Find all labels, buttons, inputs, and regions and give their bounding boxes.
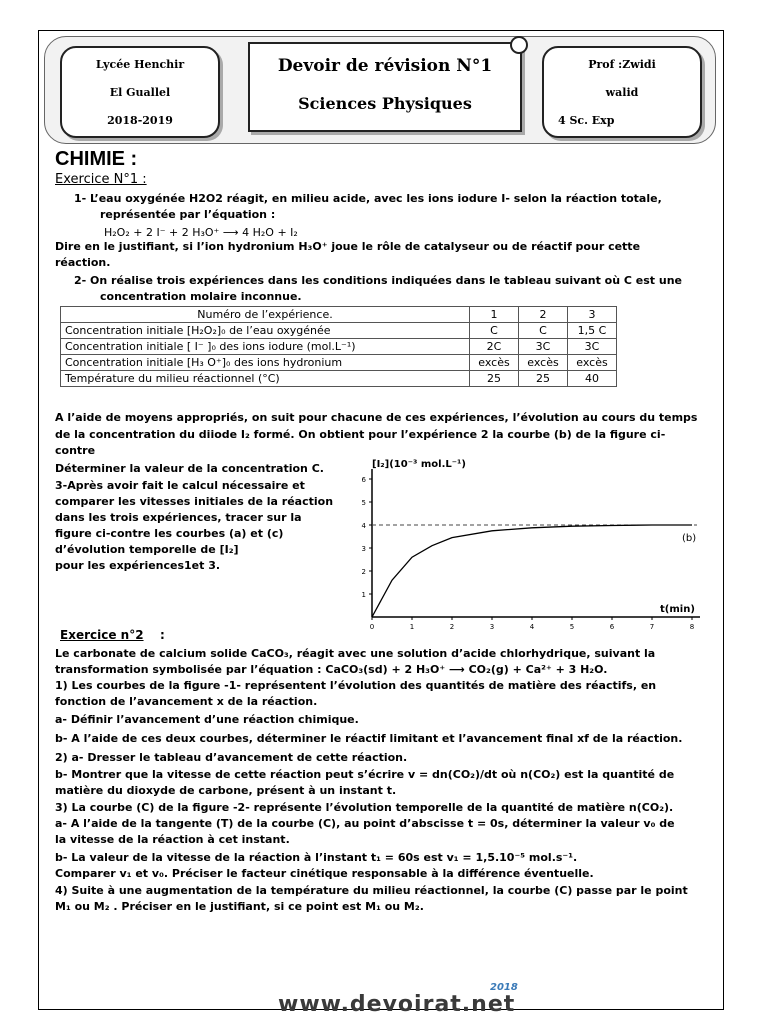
ex2-line: la vitesse de la réaction à cet instant. [55, 833, 290, 846]
ex2-line: a- A l’aide de la tangente (T) de la courbe (C), au point d’abscisse t = 0s, déterminer la valeur v₀ de [55, 817, 675, 830]
table-header-cell: Numéro de l’expérience. [61, 307, 470, 323]
x-tick-label: 0 [369, 623, 375, 631]
table-cell: excès [568, 355, 617, 371]
table-cell: excès [519, 355, 568, 371]
y-tick-label: 2 [361, 568, 366, 576]
table-cell: Température du milieu réactionnel (°C) [61, 371, 470, 387]
table-cell: 3C [568, 339, 617, 355]
series-label-b: (b) [682, 533, 697, 544]
table-cell: C [470, 323, 519, 339]
school-name: Lycée Henchir [95, 58, 185, 71]
ex2-line: fonction de l’avancement x de la réaction. [55, 695, 318, 708]
ex1-q3c: dans les trois expériences, tracer sur la [55, 511, 302, 524]
doc-title: Devoir de révision N°1 [277, 56, 493, 76]
table-cell: 2C [470, 339, 519, 355]
ex1-q1d: réaction. [55, 256, 111, 269]
table-header-cell: 3 [568, 307, 617, 323]
ex1-q1b: représentée par l’équation : [100, 208, 276, 221]
ex2-line: 2) a- Dresser le tableau d’avancement de cette réaction. [55, 751, 408, 764]
x-tick-label: 5 [569, 623, 575, 631]
table-cell: 3C [519, 339, 568, 355]
ex1-p3: contre [55, 444, 96, 457]
ex1-q3b: comparer les vitesses initiales de la réaction [55, 495, 334, 508]
ex1-q-a: Déterminer la valeur de la concentration C. [55, 462, 324, 475]
y-tick-label: 1 [361, 591, 366, 599]
ex2-line: Comparer v₁ et v₀. Préciser le facteur cinétique responsable à la différence éventuelle. [55, 867, 594, 880]
scroll-curl-icon [510, 36, 528, 54]
table-cell: C [519, 323, 568, 339]
x-axis-label: t(min) [660, 604, 695, 615]
table-cell: Concentration initiale [H₃ O⁺]₀ des ions hydronium [61, 355, 470, 371]
ex1-p2: de la concentration du diiode I₂ formé. On obtient pour l’expérience 2 la courbe (b) de la figure ci- [55, 428, 666, 441]
y-tick-label: 5 [361, 499, 366, 507]
x-tick-label: 2 [449, 623, 455, 631]
ex1-q3f: pour les expériences1et 3. [55, 559, 221, 572]
table-row [61, 323, 617, 339]
footer-year: 2018 [490, 982, 518, 993]
concentration-chart [340, 455, 710, 640]
ex2-line: 1) Les courbes de la figure -1- représentent l’évolution des quantités de matière des réactifs, en [55, 679, 657, 692]
exercise2-title: Exercice n°2 [60, 628, 144, 642]
y-tick-label: 4 [361, 522, 366, 530]
series-line-b [372, 525, 692, 617]
school-town: El Guallel [109, 86, 171, 99]
table-cell: Concentration initiale [H₂O₂]₀ de l’eau oxygénée [61, 323, 470, 339]
ex2-line: transformation symbolisée par l’équation : CaCO₃(sd) + 2 H₃O⁺ ⟶ CO₂(g) + Ca²⁺ + 3 H₂O. [55, 663, 608, 676]
table-cell: Concentration initiale [ I⁻ ]₀ des ions iodure (mol.L⁻¹) [61, 339, 470, 355]
x-tick-label: 4 [529, 623, 535, 631]
teacher-name: Prof :Zwidi [588, 58, 656, 71]
ex1-q3e: d’évolution temporelle de [I₂] [55, 543, 239, 556]
ex2-line: b- A l’aide de ces deux courbes, déterminer le réactif limitant et l’avancement final xf de la réaction. [55, 732, 683, 745]
ex2-line: Le carbonate de calcium solide CaCO₃, réagit avec une solution d’acide chlorhydrique, suivant la [55, 647, 656, 660]
ex2-line: M₁ ou M₂ . Préciser en le justifiant, si ce point est M₁ ou M₂. [55, 900, 424, 913]
ex1-p1: A l’aide de moyens appropriés, on suit pour chacune de ces expériences, l’évolution au cours du temps [55, 411, 698, 424]
x-tick-label: 8 [689, 623, 695, 631]
ex1-q2b: concentration molaire inconnue. [100, 290, 302, 303]
y-tick-label: 6 [361, 476, 366, 484]
table-cell: 40 [568, 371, 617, 387]
experiments-table [60, 306, 617, 387]
section-title: CHIMIE : [55, 148, 138, 170]
school-box [60, 46, 220, 138]
ex2-line: b- Montrer que la vitesse de cette réaction peut s’écrire v = dn(CO₂)/dt où n(CO₂) est la quantité de [55, 768, 675, 781]
table-cell: 1,5 C [568, 323, 617, 339]
ex2-line: 4) Suite à une augmentation de la température du milieu réactionnel, la courbe (C) passe par le point [55, 884, 688, 897]
table-header-cell: 2 [519, 307, 568, 323]
teacher-firstname: walid [605, 86, 639, 99]
title-scroll [248, 42, 522, 132]
ex2-line: matière du dioxyde de carbone, présent à un instant t. [55, 784, 397, 797]
ex1-q1a: 1- L’eau oxygénée H2O2 réagit, en milieu acide, avec les ions iodure I- selon la réaction totale, [74, 192, 662, 205]
ex1-q1c: Dire en le justifiant, si l’ion hydronium H₃O⁺ joue le rôle de catalyseur ou de réactif pour cette [55, 240, 641, 253]
footer [250, 982, 520, 1017]
x-tick-label: 1 [409, 623, 415, 631]
school-year: 2018-2019 [107, 114, 173, 127]
exercise1-title: Exercice N°1 : [55, 172, 147, 187]
x-tick-label: 7 [649, 623, 655, 631]
ex2-line: a- Définir l’avancement d’une réaction chimique. [55, 713, 359, 726]
teacher-box [542, 46, 702, 138]
table-row [61, 371, 617, 387]
table-cell: 25 [519, 371, 568, 387]
ex2-line: b- La valeur de la vitesse de la réaction à l’instant t₁ = 60s est v₁ = 1,5.10⁻⁵ mol.s⁻¹. [55, 851, 578, 864]
table-cell: excès [470, 355, 519, 371]
x-tick-label: 6 [609, 623, 615, 631]
y-tick-label: 3 [361, 545, 366, 553]
class-level: 4 Sc. Exp [558, 114, 615, 127]
table-header-row [61, 307, 617, 323]
doc-subject: Sciences Physiques [298, 94, 472, 113]
ex2-line: 3) La courbe (C) de la figure -2- représente l’évolution temporelle de la quantité de matière n(CO₂). [55, 801, 674, 814]
ex1-q3a: 3-Après avoir fait le calcul nécessaire et [55, 479, 305, 492]
y-axis-label: [I₂](10⁻³ mol.L⁻¹) [372, 459, 466, 470]
site-logo[interactable]: www.devoirat.net [278, 992, 516, 1017]
table-row [61, 339, 617, 355]
ex2-title-colon: : [160, 628, 165, 642]
table-row [61, 355, 617, 371]
table-header-cell: 1 [470, 307, 519, 323]
ex1-equation: H₂O₂ + 2 I⁻ + 2 H₃O⁺ ⟶ 4 H₂O + I₂ [104, 226, 298, 239]
x-tick-label: 3 [489, 623, 495, 631]
table-cell: 25 [470, 371, 519, 387]
ex1-q2a: 2- On réalise trois expériences dans les conditions indiquées dans le tableau suivant où C est une [74, 274, 683, 287]
ex1-q3d: figure ci-contre les courbes (a) et (c) [55, 527, 284, 540]
